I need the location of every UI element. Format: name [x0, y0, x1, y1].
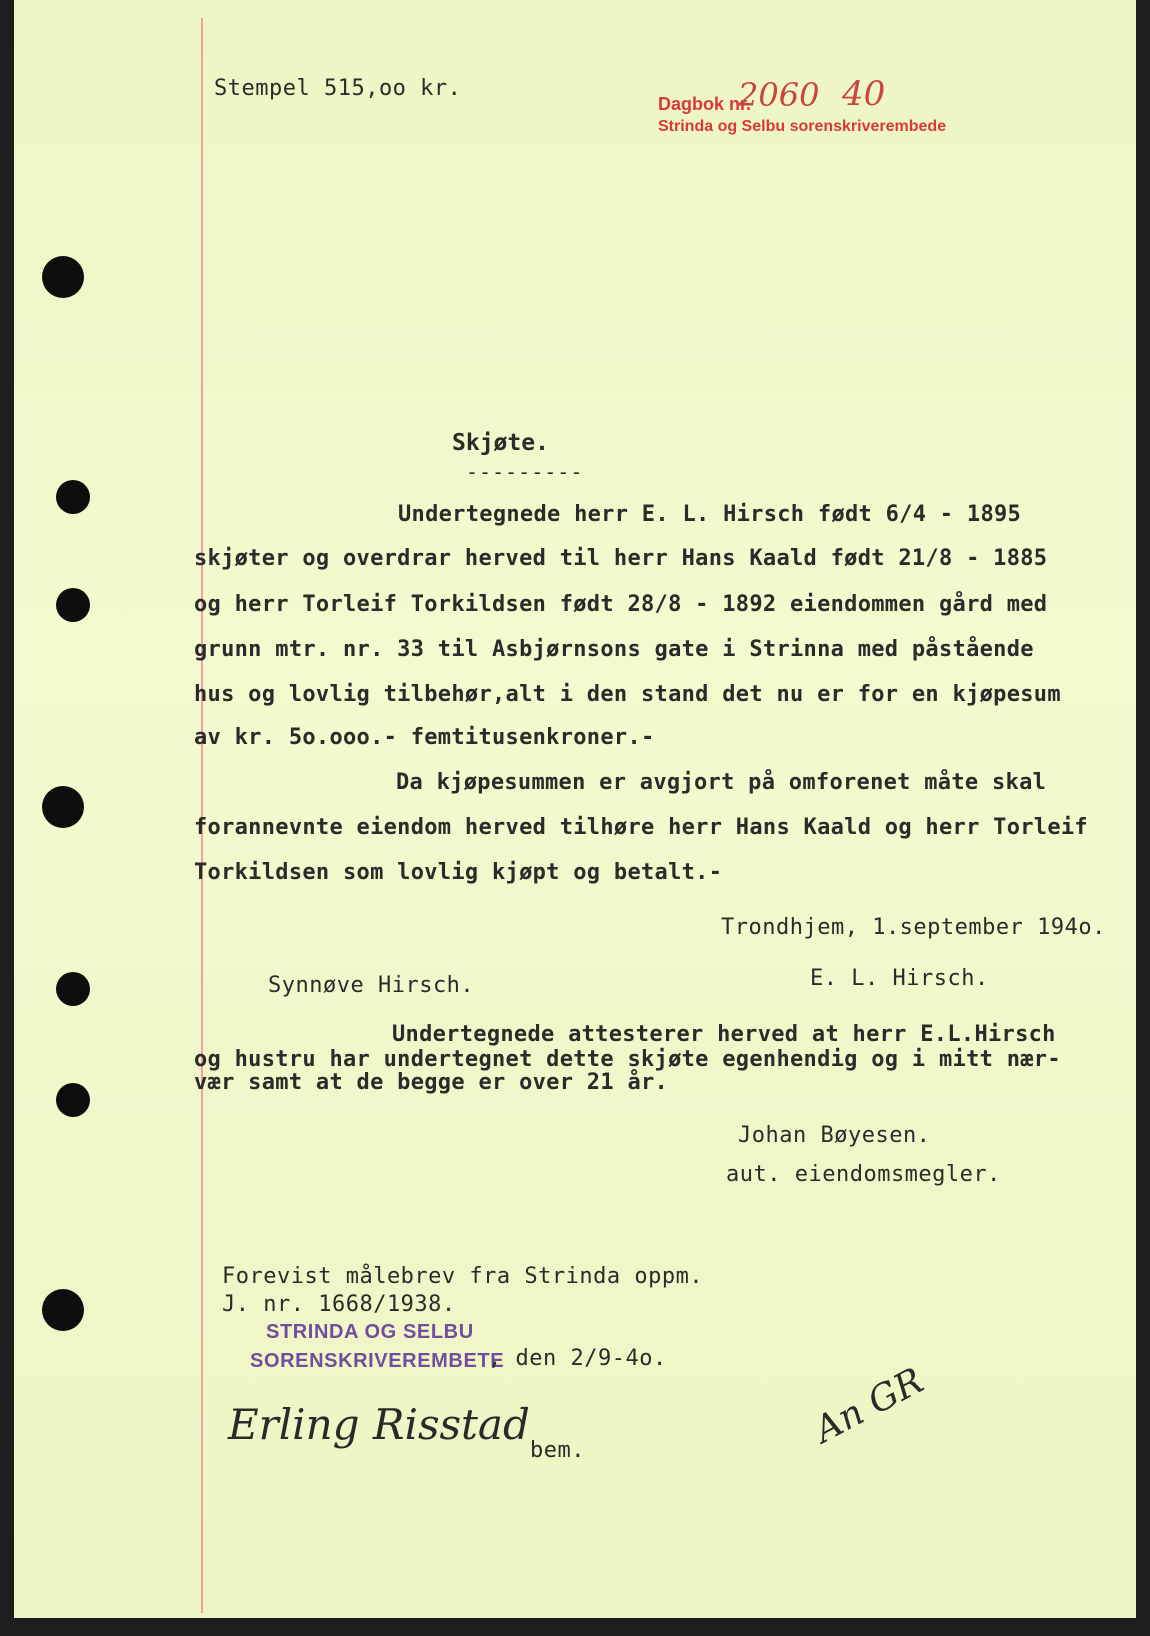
handwritten-initials: An GR [808, 1360, 931, 1452]
punch-hole [56, 480, 90, 514]
place-date: Trondhjem, 1.september 194o. [721, 915, 1106, 940]
scan-border-left [0, 0, 14, 1636]
signature-suffix: bem. [530, 1438, 585, 1463]
document-title: Skjøte. [452, 430, 549, 456]
handwritten-signature: Erling Risstad [228, 1400, 530, 1449]
scan-border-right [1136, 0, 1150, 1636]
body-line: Da kjøpesummen er avgjort på omforenet måte skal [396, 770, 1047, 795]
register-office: Strinda og Selbu sorenskriverembede [658, 118, 947, 135]
body-line: Torkildsen som lovlig kjøpt og betalt.- [194, 860, 723, 885]
body-line: grunn mtr. nr. 33 til Asbjørnsons gate i Strinna med påstående [194, 637, 1034, 662]
register-prefix: Dagbok nr. [658, 94, 752, 114]
punch-hole [56, 1083, 90, 1117]
footer-date: , den 2/9-4o. [488, 1346, 667, 1371]
stamp-fee: Stempel 515,oo kr. [214, 76, 462, 101]
body-line: skjøter og overdrar herved til herr Hans Kaald født 21/8 - 1885 [194, 546, 1048, 571]
punch-hole [56, 972, 90, 1006]
office-stamp-line: STRINDA OG SELBU [266, 1321, 474, 1343]
witness-name: Johan Bøyesen. [738, 1123, 931, 1148]
punch-hole [56, 588, 90, 622]
body-line: av kr. 5o.ooo.- femtitusenkroner.- [194, 725, 655, 750]
witness-title: aut. eiendomsmegler. [726, 1162, 1001, 1187]
attestation-line: vær samt at de begge er over 21 år. [194, 1070, 669, 1095]
signature-left: Synnøve Hirsch. [268, 973, 475, 998]
punch-hole [42, 256, 84, 298]
scan-border-bottom [0, 1618, 1150, 1636]
attestation-line: og hustru har undertegnet dette skjøte egenhendig og i mitt nær- [194, 1047, 1061, 1072]
signature-right: E. L. Hirsch. [810, 966, 989, 991]
register-number: 2060 [738, 76, 820, 114]
office-stamp-line: SORENSKRIVEREMBETE [250, 1350, 505, 1372]
footer-journal: J. nr. 1668/1938. [222, 1292, 456, 1317]
attestation-line: Undertegnede attesterer herved at herr E.L.Hirsch [392, 1022, 1056, 1047]
body-line: Undertegnede herr E. L. Hirsch født 6/4 - 1895 [398, 502, 1022, 527]
title-underline: --------- [466, 460, 584, 484]
body-line: hus og lovlig tilbehør,alt i den stand det nu er for en kjøpesum [194, 682, 1061, 707]
punch-hole [42, 1289, 84, 1331]
body-line: og herr Torleif Torkildsen født 28/8 - 1892 eiendommen gård med [194, 592, 1048, 617]
punch-hole [42, 786, 84, 828]
body-line: forannevnte eiendom herved tilhøre herr Hans Kaald og herr Torleif [194, 815, 1088, 840]
register-year: 40 [842, 74, 886, 114]
footer-note: Forevist målebrev fra Strinda oppm. [222, 1264, 704, 1289]
